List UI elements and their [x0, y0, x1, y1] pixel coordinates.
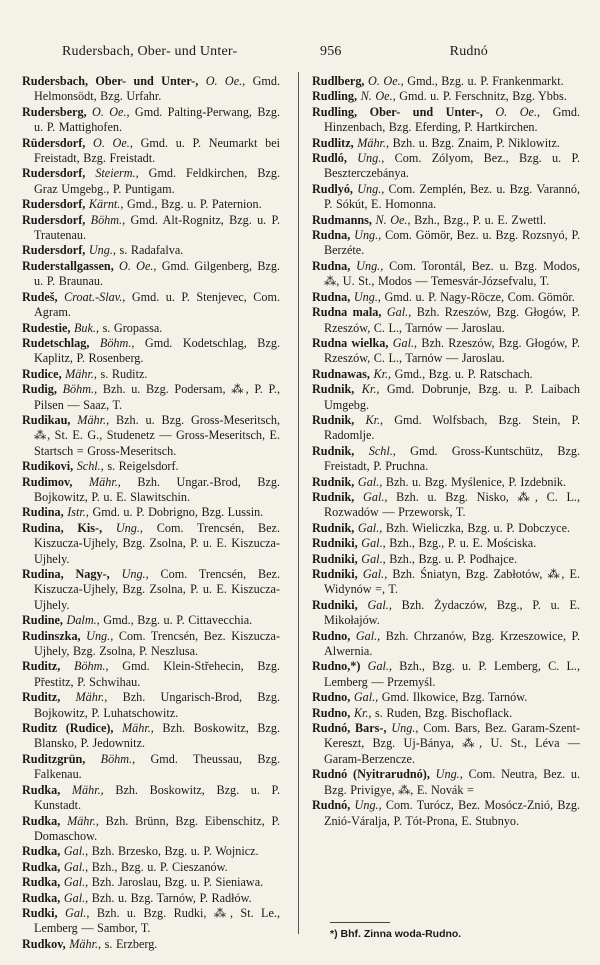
- entry-region: Gal.,: [392, 335, 418, 350]
- entry-region: Ung.,: [357, 181, 385, 196]
- gazetteer-entry: [22, 321, 280, 336]
- entry-region: Gal.,: [361, 536, 386, 551]
- entry-details: Bzh. u. Bzg. Gross-Meseritsch, ⁂, St. E. G., Studenetz — Gross-Meseritsch, E. Startsch = Gross-Meseritsch.: [34, 412, 280, 458]
- entry-details: Bzh. u. Bzg. Podersam, ⁂, P. P., Pilsen — Saaz, T.: [34, 382, 281, 412]
- entry-region: Gal.,: [65, 905, 90, 920]
- entry-details: Com. Neutra, Bez. u. Bzg. Privigye, ⁂, E. Novák =: [324, 767, 581, 797]
- entry-headword: Rudna wielka,: [312, 335, 389, 350]
- entry-details: Bzh. Brünn, Bzg. Eibenschitz, P. Domaschow.: [34, 813, 281, 843]
- gazetteer-entry: [312, 706, 580, 721]
- entry-headword: Rudnawas,: [312, 366, 370, 381]
- entry-region: N. Oe.,: [360, 89, 396, 104]
- entry-details: Gmd. Klein-Střehecin, Bzg. Přestitz, P. Schwihau.: [34, 659, 281, 689]
- gazetteer-entry: [22, 475, 280, 506]
- entry-headword: Rudnik,: [312, 520, 355, 535]
- entry-details: s. Ruditz.: [100, 366, 148, 381]
- header-left-catchword: Rudersbach, Ober- und Unter-: [62, 44, 238, 59]
- gazetteer-entry: [22, 906, 280, 937]
- entry-headword: Rudimov,: [22, 474, 73, 489]
- gazetteer-entry: [22, 243, 280, 258]
- gazetteer-entry: [22, 197, 280, 212]
- entry-region: Gal.,: [357, 520, 383, 535]
- gazetteer-entry: [312, 105, 580, 136]
- entry-region: Böhm.,: [100, 751, 136, 766]
- entry-details: Com. Trencsén, Bez. Kiszucza-Ujhely, Bzg. Zsolna, P. u. E. Kiszucza-Ujhely.: [34, 567, 281, 612]
- gazetteer-entry: [22, 505, 280, 520]
- gazetteer-entry: [22, 521, 280, 567]
- entry-region: Kärnt.,: [88, 197, 124, 212]
- gazetteer-entry: [22, 74, 280, 105]
- header-right-catchword: Rudnó: [449, 44, 488, 59]
- entry-headword: Rudka,: [22, 890, 61, 905]
- entry-details: Bzh. Rzeszów, Bzg. Głogów, P. Rzeszów, C. L., Tarnów — Jaroslau.: [324, 305, 581, 335]
- entry-region: Mähr.,: [122, 721, 154, 736]
- entry-details: Gmd. Ilkowice, Bzg. Tarnów.: [381, 690, 528, 705]
- entry-details: Bzh. Śniatyn, Bzg. Zabłotów, ⁂, E. Widynów =, T.: [324, 567, 580, 597]
- entry-headword: Rudersdorf,: [22, 197, 86, 212]
- entry-region: Mähr.,: [71, 782, 104, 797]
- entry-headword: Rudeš,: [22, 289, 58, 304]
- entry-headword: Rudna mala,: [312, 305, 382, 320]
- entry-details: Bzh., Bzg. u. P. Cieszanów.: [91, 859, 228, 874]
- entry-headword: Rudersdorf,: [22, 212, 86, 227]
- gazetteer-entry: [22, 690, 280, 721]
- entry-details: Bzh. Wieliczka, Bzg. u. P. Dobczyce.: [385, 520, 571, 535]
- entry-region: Gal.,: [63, 844, 89, 859]
- left-column: [22, 74, 280, 952]
- entry-region: Gal.,: [361, 551, 386, 566]
- entry-details: Bzh., Bzg., P. u. E. Zwettl.: [414, 212, 547, 227]
- entry-region: Gal.,: [353, 690, 379, 705]
- entry-headword: Rudka,: [22, 875, 61, 890]
- entry-region: Schl.,: [76, 459, 104, 474]
- entry-region: Gal.,: [63, 859, 89, 874]
- entry-headword: Ruditz,: [22, 659, 61, 674]
- entry-headword: Rudinszka,: [22, 628, 81, 643]
- entry-headword: Rudniki,: [312, 551, 358, 566]
- gazetteer-entry: [312, 521, 580, 536]
- entry-headword: Rudna,: [312, 258, 351, 273]
- gazetteer-entry: [22, 752, 280, 783]
- entry-headword: Rudestie,: [22, 320, 71, 335]
- page-header: [62, 44, 560, 64]
- entry-details: Com. Zólyom, Bez., Bzg. u. P. Beszterczebánya.: [324, 151, 580, 181]
- entry-region: Gal.,: [355, 628, 381, 643]
- entry-details: s. Radafalva.: [119, 243, 184, 258]
- entry-headword: Rudka,: [22, 859, 61, 874]
- entry-headword: Rudine,: [22, 613, 63, 628]
- entry-details: Gmd. Gross-Kuntschütz, Bzg. Freistadt, P. Pruchna.: [324, 443, 581, 474]
- entry-details: Bzh. Jaroslau, Bzg. u. P. Sieniawa.: [91, 875, 264, 890]
- gazetteer-entry: [312, 367, 580, 382]
- entry-region: Ung.,: [353, 289, 381, 304]
- entry-headword: Rudlberg,: [312, 74, 365, 88]
- entry-details: Com. Gömör, Bez. u. Bzg. Rozsnyó, P. Berzéte.: [324, 228, 581, 258]
- gazetteer-entry: [312, 213, 580, 228]
- entry-details: Gmd. Kodetschlag, Bzg. Kaplitz, P. Rosenberg.: [34, 335, 280, 366]
- entry-headword: Rudno,: [312, 628, 351, 643]
- entry-details: Gmd., Bzg. u. P. Cittavecchia.: [103, 613, 253, 628]
- entry-region: Gal.,: [367, 659, 393, 674]
- page-number: 956: [320, 44, 342, 59]
- entry-details: Gmd. Theussau, Bzg. Falkenau.: [34, 751, 280, 782]
- entry-region: Gal.,: [357, 474, 383, 489]
- entry-details: Bzh. Ungar.-Brod, Bzg. Bojkowitz, P. u. E. Slawitschin.: [34, 474, 281, 504]
- gazetteer-entry: [22, 613, 280, 628]
- entry-region: Böhm.,: [90, 212, 126, 227]
- entry-headword: Rudnik,: [312, 412, 355, 427]
- gazetteer-entry: [312, 182, 580, 213]
- entry-region: Gal.,: [367, 597, 392, 612]
- gazetteer-entry: [312, 382, 580, 413]
- gazetteer-entry: [312, 490, 580, 521]
- entry-region: Kr.,: [353, 705, 372, 720]
- entry-headword: Rudka,: [22, 813, 61, 828]
- entry-details: s. Erzberg.: [104, 936, 158, 951]
- entry-details: Gmd. Palting-Perwang, Bzg. u. P. Mattighofen.: [34, 104, 281, 135]
- gazetteer-entry: [22, 814, 280, 845]
- gazetteer-entry: [22, 459, 280, 474]
- entry-headword: Rudlyó,: [312, 181, 353, 196]
- entry-headword: Rudniki,: [312, 567, 358, 581]
- entry-headword: Rudka,: [22, 782, 61, 797]
- entry-details: Gmd. u. P. Ferschnitz, Bzg. Ybbs.: [399, 89, 567, 104]
- entry-details: Com. Bars, Bez. Garam-Szent-Kereszt, Bzg. Uj-Bánya, ⁂, U. St., Léva — Garam-Berzencze.: [324, 721, 581, 766]
- entry-region: Kr.,: [361, 382, 380, 397]
- gazetteer-entry: [22, 721, 280, 752]
- entry-details: Bzh. Boskowitz, Bzg. Blansko, P. Jedownitz.: [34, 721, 281, 751]
- entry-region: O. Oe.,: [495, 104, 541, 119]
- entry-headword: Rudka,: [22, 844, 61, 859]
- gazetteer-entry: [312, 767, 580, 798]
- gazetteer-entry: [22, 629, 280, 660]
- gazetteer-entry: [22, 166, 280, 197]
- entry-region: Böhm.,: [99, 335, 135, 350]
- gazetteer-entry: [22, 382, 280, 413]
- entry-headword: Rudling, Ober- und Unter-,: [312, 104, 483, 119]
- entry-region: Mähr.,: [357, 135, 390, 150]
- gazetteer-entry: [22, 875, 280, 890]
- entry-headword: Rudina, Nagy-,: [22, 567, 110, 581]
- entry-details: Bzh. Chrzanów, Bzg. Krzeszowice, P. Alwernia.: [324, 628, 580, 659]
- entry-region: Gal.,: [63, 890, 89, 905]
- entry-region: O. Oe.,: [205, 74, 246, 88]
- gazetteer-entry: [22, 413, 280, 459]
- gazetteer-entry: [312, 629, 580, 660]
- entry-headword: Rudna,: [312, 289, 351, 304]
- entry-region: Kr.,: [365, 412, 384, 427]
- gazetteer-entry: [312, 136, 580, 151]
- entry-region: Schl.,: [368, 443, 396, 458]
- entry-headword: Rudersdorf,: [22, 166, 86, 181]
- entry-headword: Rudnó, Bars-,: [312, 721, 387, 736]
- entry-headword: Rudna,: [312, 228, 351, 243]
- gazetteer-entry: [22, 844, 280, 859]
- entry-region: Ung.,: [86, 628, 114, 643]
- entry-region: Mähr.,: [88, 474, 121, 489]
- gazetteer-entry: [22, 213, 280, 244]
- column-divider: [298, 72, 299, 934]
- gazetteer-entry: [22, 937, 280, 952]
- entry-region: Gal.,: [363, 489, 388, 504]
- footnote-rule: [330, 922, 390, 923]
- entry-region: Ung.,: [356, 258, 384, 273]
- entry-region: Ung.,: [121, 567, 149, 581]
- entry-region: O. Oe.,: [93, 135, 133, 150]
- gazetteer-entry: [22, 367, 280, 382]
- entry-region: O. Oe.,: [368, 74, 404, 88]
- entry-region: Mähr.,: [69, 936, 102, 951]
- gazetteer-entry: [22, 567, 280, 613]
- entry-region: Gal.,: [362, 567, 388, 581]
- entry-headword: Rudnik,: [312, 443, 355, 458]
- entry-headword: Rudló,: [312, 151, 347, 166]
- entry-headword: Ruderstallgassen,: [22, 258, 114, 273]
- entry-headword: Rudnik,: [312, 474, 355, 489]
- entry-headword: Rudno,: [312, 690, 351, 705]
- entry-details: Bzh., Bzg. u. P. Lemberg, C. L., Lemberg — Przemyśl.: [324, 659, 580, 689]
- gazetteer-entry: [312, 659, 580, 690]
- entry-headword: Rüdersdorf,: [22, 135, 86, 150]
- entry-details: Bzh. u. Bzg. Rudki, ⁂, St. Le., Lemberg — Sambor, T.: [34, 905, 281, 936]
- entry-details: Bzh. u. Bzg. Tarnów, P. Radłów.: [91, 890, 252, 905]
- entry-details: Bzh. Żydaczów, Bzg., P. u. E. Mikołajów.: [324, 597, 580, 628]
- entry-headword: Rudersdorf,: [22, 243, 86, 258]
- gazetteer-entry: [312, 798, 580, 829]
- gazetteer-entry: [312, 413, 580, 444]
- entry-headword: Ruditz,: [22, 690, 61, 705]
- entry-details: Bzh. Brzesko, Bzg. u. P. Wojnicz.: [91, 844, 259, 859]
- entry-region: Dalm.,: [66, 613, 100, 628]
- entry-details: Gmd. Feldkirchen, Bzg. Graz Umgebg., P. Puntigam.: [34, 166, 280, 196]
- entry-details: Bzh. Ungarisch-Brod, Bzg. Bojkowitz, P. Luhatschowitz.: [34, 690, 281, 720]
- entry-details: Com. Zemplén, Bez. u. Bzg. Varannó, P. Sókút, E. Homonna.: [324, 181, 581, 212]
- entry-headword: Rudice,: [22, 366, 62, 381]
- entry-region: Steierm.,: [95, 166, 139, 181]
- entry-region: Ung.,: [357, 151, 385, 166]
- entry-headword: Rudersberg,: [22, 104, 87, 119]
- entry-details: Gmd. Alt-Rognitz, Bzg. u. P. Trautenau.: [34, 212, 281, 243]
- gazetteer-entry: [22, 259, 280, 290]
- entry-region: Ung.,: [354, 798, 382, 813]
- entry-region: Mähr.,: [75, 690, 108, 705]
- gazetteer-entry: [22, 860, 280, 875]
- entry-details: Gmd., Bzg. u. P. Frankenmarkt.: [407, 74, 564, 88]
- entry-headword: Rudniki,: [312, 536, 358, 551]
- entry-headword: Rudnik,: [312, 382, 355, 397]
- gazetteer-entry: [22, 891, 280, 906]
- entry-region: Böhm.,: [62, 382, 98, 397]
- gazetteer-entry: [312, 444, 580, 475]
- entry-region: O. Oe.,: [92, 104, 130, 119]
- footnote: *) Bhf. Zinna woda-Rudno.: [330, 928, 462, 940]
- entry-region: Ung.,: [115, 520, 143, 535]
- gazetteer-entry: [312, 290, 580, 305]
- entry-region: Kr.,: [373, 366, 392, 381]
- gazetteer-entry: [312, 74, 580, 89]
- entry-region: Gal.,: [63, 875, 89, 890]
- gazetteer-entry: [22, 336, 280, 367]
- entry-details: Gmd. u. P. Nagy-Röcze, Com. Gömör.: [384, 289, 575, 304]
- entry-headword: Rudki,: [22, 905, 58, 920]
- entry-details: Bzh. Rzeszów, Bzg. Głogów, P. Rzeszów, C. L., Tarnów — Jaroslau.: [324, 335, 581, 366]
- entry-headword: Rudling,: [312, 89, 358, 104]
- entry-details: Bzh., Bzg. u. P. Podhajce.: [389, 551, 518, 566]
- entry-details: Bzh., Bzg., P. u. E. Mościska.: [389, 536, 537, 551]
- entry-headword: Ruditzgrün,: [22, 751, 86, 766]
- entry-details: Gmd. u. P. Neumarkt bei Freistadt, Bzg. Freistadt.: [34, 135, 281, 166]
- entry-region: N. Oe.,: [375, 212, 411, 227]
- entry-details: Com. Trencsén, Bez. Kiszucza-Ujhely, Bzg. Zsolna, P. Neszlusa.: [34, 628, 281, 659]
- gazetteer-entry: [312, 151, 580, 182]
- entry-details: Gmd. Dobrunje, Bzg. u. P. Laibach Umgebg.: [324, 382, 581, 412]
- gazetteer-entry: [312, 552, 580, 567]
- entry-headword: Rudno,*): [312, 659, 361, 674]
- entry-region: Buk.,: [73, 320, 100, 335]
- gazetteer-entry: [312, 598, 580, 629]
- entry-headword: Rudig,: [22, 382, 57, 397]
- entry-details: Gmd. Helmonsödt, Bzg. Urfahr.: [34, 74, 281, 104]
- entry-details: s. Reigelsdorf.: [107, 459, 179, 474]
- gazetteer-entry: [22, 136, 280, 167]
- entry-details: s. Gropassa.: [102, 320, 163, 335]
- right-column: [312, 74, 580, 829]
- entry-headword: Rudniki,: [312, 597, 358, 612]
- gazetteer-entry: [22, 659, 280, 690]
- entry-details: Bzh. u. Bzg. Znaim, P. Niklowitz.: [392, 135, 560, 150]
- entry-details: Gmd. Gilgenberg, Bzg. u. P. Braunau.: [34, 258, 280, 289]
- gazetteer-entry: [312, 475, 580, 490]
- entry-headword: Rudnó,: [312, 798, 351, 813]
- gazetteer-entry: [312, 89, 580, 104]
- entry-details: Gmd. u. P. Stenjevec, Com. Agram.: [34, 289, 281, 320]
- entry-region: Mähr.,: [65, 366, 97, 381]
- entry-region: Croat.-Slav.,: [64, 289, 126, 304]
- entry-region: Gal.,: [386, 305, 412, 320]
- entry-region: Ung.,: [354, 228, 382, 243]
- entry-details: Com. Torontál, Bez. u. Bzg. Modos, ⁂, U. St., Modos — Temesvár-Józsefvalu, T.: [324, 258, 580, 289]
- entry-region: O. Oe.,: [119, 258, 157, 273]
- gazetteer-entry: [312, 567, 580, 598]
- gazetteer-entry: [22, 290, 280, 321]
- entry-region: Istr.,: [67, 505, 89, 520]
- entry-region: Ung.,: [88, 243, 116, 258]
- entry-headword: Rudikovi,: [22, 459, 74, 474]
- gazetteer-entry: [312, 259, 580, 290]
- entry-region: Ung.,: [391, 721, 419, 736]
- gazetteer-entry: [312, 690, 580, 705]
- entry-headword: Rudmanns,: [312, 212, 372, 227]
- entry-region: Böhm.,: [74, 659, 109, 674]
- entry-details: Com. Turócz, Bez. Mosócz-Znió, Bzg. Znió-Váralja, P. Tót-Prona, E. Stubnyo.: [324, 798, 580, 828]
- entry-headword: Rudnik,: [312, 489, 355, 504]
- entry-region: Ung.,: [435, 767, 463, 782]
- entry-details: Bzh. u. Bzg. Myślenice, P. Izdebnik.: [385, 474, 567, 489]
- entry-headword: Rudikau,: [22, 412, 71, 427]
- gazetteer-entry: [22, 783, 280, 814]
- entry-region: Mähr.,: [77, 412, 110, 427]
- gazetteer-entry: [312, 721, 580, 767]
- entry-headword: Rudno,: [312, 705, 351, 720]
- entry-details: Com. Trencsén, Bez. Kiszucza-Ujhely, Bzg. Zsolna, P. u. E. Kiszucza-Ujhely.: [34, 520, 281, 566]
- entry-details: Gmd. Wolfsbach, Bzg. Stein, P. Radomlje.: [324, 412, 581, 443]
- entry-details: Bzh. u. Bzg. Nisko, ⁂, C. L., Rozwadów — Przeworsk, T.: [324, 489, 580, 520]
- gazetteer-entry: [312, 336, 580, 367]
- gazetteer-entry: [312, 536, 580, 551]
- entry-region: Mähr.,: [67, 813, 99, 828]
- entry-headword: Rudetschlag,: [22, 335, 90, 350]
- entry-headword: Rudina, Kis-,: [22, 520, 103, 535]
- entry-headword: Rudnó (Nyitrarudnó),: [312, 767, 430, 782]
- gazetteer-entry: [312, 305, 580, 336]
- entry-details: s. Ruden, Bzg. Bischoflack.: [375, 705, 513, 720]
- entry-details: Gmd. Hinzenbach, Bzg. Eferding, P. Hartkirchen.: [324, 104, 581, 135]
- entry-details: Gmd., Bzg. u. P. Ratschach.: [394, 366, 533, 381]
- entry-headword: Rudina,: [22, 505, 64, 520]
- entry-headword: Rudersbach, Ober- und Unter-,: [22, 74, 199, 88]
- entry-headword: Rudkov,: [22, 936, 66, 951]
- entry-headword: Rudlitz,: [312, 135, 354, 150]
- gazetteer-entry: [312, 228, 580, 259]
- entry-details: Gmd. u. P. Dobrigno, Bzg. Lussin.: [92, 505, 264, 520]
- gazetteer-entry: [22, 105, 280, 136]
- entry-details: Gmd., Bzg. u. P. Paternion.: [126, 197, 262, 212]
- entry-headword: Ruditz (Rudice),: [22, 721, 114, 736]
- entry-details: Bzh. Boskowitz, Bzg. u. P. Kunstadt.: [34, 782, 281, 813]
